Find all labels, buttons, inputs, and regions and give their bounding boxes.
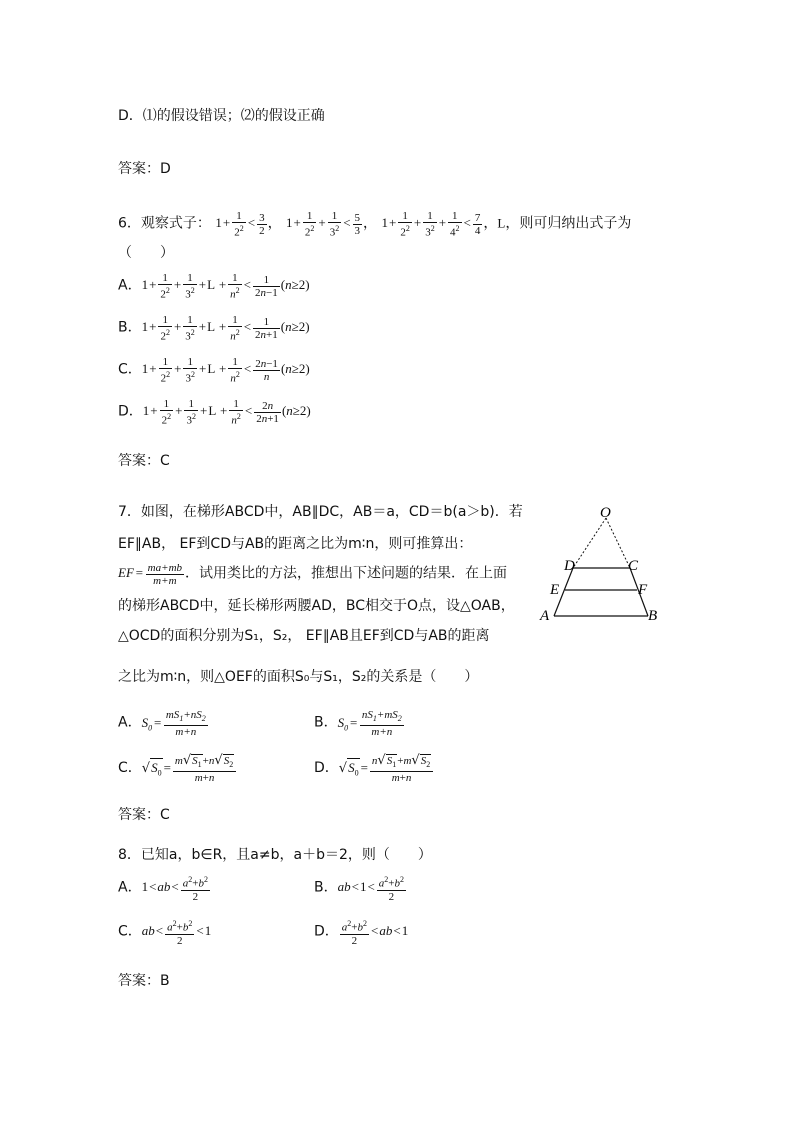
q7-option-b: B．$S_0=$ $\frac{nS_1+mS_2}{m+n}$ <box>314 709 402 739</box>
label-b: B <box>648 608 658 624</box>
q6-option-b: B．1+ $\frac{1}{2^2}$ + $\frac{1}{3^2}$ +L + $\frac{1}{n^2}$ < $\frac{1}{2n+1}$ (n≥2) <box>118 314 310 343</box>
dashed-oc <box>606 518 630 568</box>
q7-ef-formula: EF= $\frac{ma+mb}{m+m}$ <box>118 562 183 587</box>
trapezoid-figure <box>536 500 666 628</box>
q6-answer: 答案：C <box>118 453 170 469</box>
q7-line-1: 7．如图，在梯形ABCD中，AB∥DC，AB＝a，CD＝b(a＞b)．若 <box>118 504 523 520</box>
q7-answer: 答案：C <box>118 807 170 823</box>
q7-line-4: 的梯形ABCD中，延长梯形两腰AD，BC相交于O点，设△OAB， <box>118 598 515 614</box>
q8-option-a: A．1<ab< $\frac{a^2+b^2}{2}$ <box>118 875 208 903</box>
q6-formula-3: 1+ $\frac{1}{2^2}$ + $\frac{1}{3^2}$ + $\frac{1}{4^2}$ < $\frac{7}{4}$ <box>381 210 481 239</box>
q7-option-a: A．$S_0=$ $\frac{mS_1+nS_2}{m+n}$ <box>118 709 206 739</box>
label-a: A <box>540 608 550 624</box>
q6-paren: （ ） <box>118 245 174 261</box>
q5-option-d: D．⑴的假设错误；⑵的假设正确 <box>118 108 325 124</box>
q8-stem: 8．已知a，b∈R，且a≠b，a＋b＝2，则（ ） <box>118 847 432 863</box>
label-e: E <box>550 582 560 598</box>
q7-line-2: EF∥AB， EF到CD与AB的距离之比为m∶n，则可推算出： <box>118 536 473 552</box>
q6-option-a: A．1+ $\frac{1}{2^2}$ + $\frac{1}{3^2}$ +L + $\frac{1}{n^2}$ < $\frac{1}{2n-1}$ (n≥2) <box>118 272 310 301</box>
q7-option-c: C．$√S_0$ = $\frac{m√S_1+n√S_2}{m+n}$ <box>118 754 237 784</box>
q7-line-5: △OCD的面积分别为S₁，S₂， EF∥AB且EF到CD与AB的距离 <box>118 628 490 644</box>
q6-number: 6． <box>118 215 141 232</box>
q6-formula-1: 1+ $\frac{1}{2^2}$ < $\frac{3}{2}$ <box>215 210 265 239</box>
q8-answer: 答案：B <box>118 973 170 989</box>
dashed-od <box>573 518 606 568</box>
q5-answer: 答案：D <box>118 161 171 177</box>
q8-option-c: C．ab< $\frac{a^2+b^2}{2}$ <1 <box>118 919 212 947</box>
label-f: F <box>638 582 648 598</box>
q7-line-3: EF= $\frac{ma+mb}{m+m}$ ．试用类比的方法，推想出下述问题的结果．在上面 <box>118 562 508 587</box>
q6-formula-2: 1+ $\frac{1}{2^2}$ + $\frac{1}{3^2}$ < $\frac{5}{3}$ <box>286 210 361 239</box>
q6-option-d: D．1+ $\frac{1}{2^2}$ + $\frac{1}{3^2}$ +L + $\frac{1}{n^2}$ < $\frac{2n}{2n+1}$ (n≥2) <box>118 398 311 427</box>
q7-option-d: D．$√S_0$ = $\frac{n√S_1+m√S_2}{m+n}$ <box>314 754 434 784</box>
q8-option-b: B．ab<1< $\frac{a^2+b^2}{2}$ <box>314 875 405 903</box>
label-d: D <box>564 558 575 574</box>
q7-line-6: 之比为m∶n，则△OEF的面积S₀与S₁，S₂的关系是（ ） <box>118 669 479 685</box>
q6-stem-a: 观察式子： <box>140 215 211 232</box>
q6-option-c: C．1+ $\frac{1}{2^2}$ + $\frac{1}{3^2}$ +L + $\frac{1}{n^2}$ < $\frac{2n-1}{n}$ (n≥2) <box>118 356 310 385</box>
label-c: C <box>628 558 639 574</box>
q6-stem-b: ，则可归纳出式子为 <box>505 215 632 232</box>
label-o: O <box>600 505 611 521</box>
q8-option-d: D． $\frac{a^2+b^2}{2}$ <ab<1 <box>314 919 409 947</box>
q6-stem: 6．观察式子： 1+ $\frac{1}{2^2}$ < $\frac{3}{2}$ ， 1+ $\frac{1}{2^2}$ + $\frac{1}{3^2}$ < $\frac{5}{3}$ ， 1+ $\frac{1}{2^2}$ + $\frac{1}{3^2}$ + $\frac{1}{4^2}$ < $\frac{7}{4}$ ，L，则可归纳出式子为 <box>118 210 632 239</box>
